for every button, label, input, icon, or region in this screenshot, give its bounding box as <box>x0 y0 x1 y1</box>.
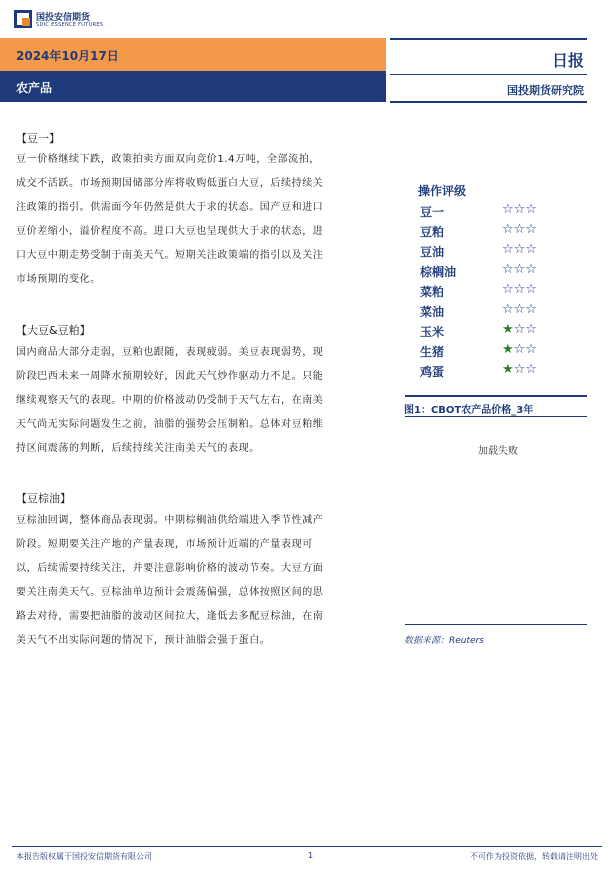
figure-load-failed-message: 加载失败 <box>478 446 518 457</box>
text-line: 豆价差缩小，溢价程度不高。进口大豆也呈现供大于求的状态，进 <box>16 226 324 237</box>
empty-star-icon: ☆☆☆ <box>502 302 537 317</box>
rating-row <box>420 323 550 343</box>
logo-name-cn: 国投安信期货 <box>36 13 91 23</box>
text-line: 天气尚无实际问题发生之前，油脂的强势会压制粕。总体对豆粕维 <box>16 419 324 430</box>
company-logo <box>14 10 104 32</box>
rating-name: 菜油 <box>420 305 445 319</box>
rating-stars <box>502 282 537 297</box>
empty-star-icon: ☆☆ <box>513 362 537 377</box>
rating-row <box>420 363 550 383</box>
text-line: 阶段。短期要关注产地的产量表现，市场预计近端的产量表现可 <box>16 539 313 550</box>
footer-disclaimer: 不可作为投资依据，转载请注明出处 <box>470 852 598 861</box>
empty-star-icon: ☆☆ <box>513 322 537 337</box>
ratings-title: 操作评级 <box>418 184 467 198</box>
text-line: 豆棕油回调，整体商品表现弱。中期棕榈油供给端进入季节性减产 <box>16 515 324 526</box>
figure-rule-mid <box>405 416 587 417</box>
figure-title: 图1：CBOT农产品价格_3年 <box>404 405 534 416</box>
report-date: 2024年10月17日 <box>16 49 119 63</box>
section-label: 农产品 <box>16 81 53 95</box>
text-line: 国内商品大部分走弱，豆粕也跟随，表现疲弱。美豆表现弱势，现 <box>16 347 324 358</box>
rating-name: 棕榈油 <box>420 265 457 279</box>
rating-stars <box>502 302 537 317</box>
logo-name-en: SDIC ESSENCE FUTURES <box>36 22 104 28</box>
figure-rule-bottom <box>405 624 587 625</box>
rating-row <box>420 263 550 283</box>
rating-row <box>420 303 550 323</box>
text-line: 市场预期的变化。 <box>16 274 101 285</box>
figure-source: 数据来源：Reuters <box>404 636 484 646</box>
rating-stars <box>502 342 537 357</box>
section-body-soymeal <box>16 341 368 461</box>
filled-star-icon: ★ <box>502 342 514 357</box>
footer-copyright: 本报告版权属于国投安信期货有限公司 <box>16 852 152 861</box>
text-line: 成交不活跃。市场预期国储部分库将收购低蛋白大豆，后续持续关 <box>16 178 324 189</box>
text-line: 阶段巴西未来一周降水预期较好，因此天气炒作驱动力不足。只能 <box>16 371 324 382</box>
report-type: 日报 <box>551 51 584 70</box>
rating-name: 豆粕 <box>420 225 445 239</box>
empty-star-icon: ☆☆☆ <box>502 282 537 297</box>
filled-star-icon: ★ <box>502 322 514 337</box>
rating-row <box>420 223 550 243</box>
page-number: 1 <box>308 851 314 860</box>
rating-stars <box>502 362 537 377</box>
header-rule-top <box>390 38 587 40</box>
rating-row <box>420 343 550 363</box>
empty-star-icon: ☆☆☆ <box>502 242 537 257</box>
empty-star-icon: ☆☆☆ <box>502 262 537 277</box>
rating-name: 玉米 <box>420 325 445 339</box>
rating-name: 生猪 <box>420 345 445 359</box>
empty-star-icon: ☆☆☆ <box>502 222 537 237</box>
rating-name: 菜粕 <box>420 285 445 299</box>
empty-star-icon: ☆☆ <box>513 342 537 357</box>
text-line: 持区间震荡的判断，后续持续关注南美天气的表现。 <box>16 443 260 454</box>
header-blue-bar <box>0 71 386 102</box>
empty-star-icon: ☆☆☆ <box>502 202 537 217</box>
logo-mark-icon <box>14 10 32 28</box>
text-line: 以，后续需要持续关注，并要注意影响价格的波动节奏。大豆方面 <box>16 563 324 574</box>
rating-row <box>420 283 550 303</box>
text-line: 豆一价格继续下跌，政策拍卖方面双向竞价1.4万吨，全部流拍， <box>16 154 320 165</box>
text-line: 要关注南美天气。豆棕油单边预计会震荡偏强，总体按照区间的思 <box>16 587 324 598</box>
text-line: 美天气不出实际问题的情况下，预计油脂会强于蛋白。 <box>16 635 271 646</box>
section-body-oils <box>16 509 368 653</box>
rating-stars <box>502 322 537 337</box>
header-rule-bottom <box>390 101 587 103</box>
rating-name: 鸡蛋 <box>420 365 445 379</box>
rating-row <box>420 243 550 263</box>
rating-stars <box>502 222 537 237</box>
rating-name: 豆一 <box>420 205 445 219</box>
section-heading-oils: 【豆棕油】 <box>16 492 71 505</box>
footer-rule <box>12 846 602 847</box>
filled-star-icon: ★ <box>502 362 514 377</box>
section-heading-soy1: 【豆一】 <box>16 132 60 145</box>
institute-name: 国投期货研究院 <box>507 84 584 97</box>
text-line: 口大豆中期走势受制于南美天气。短期关注政策端的指引以及关注 <box>16 250 324 261</box>
rating-stars <box>502 242 537 257</box>
rating-stars <box>502 202 537 217</box>
section-body-soy1 <box>16 148 368 292</box>
rating-name: 豆油 <box>420 245 445 259</box>
text-line: 继续观察天气的表现。中期的价格波动仍受制于天气左右，在南美 <box>16 395 324 406</box>
rating-stars <box>502 262 537 277</box>
figure-rule-top <box>405 395 587 397</box>
text-line: 注政策的指引。供需面今年仍然是供大于求的状态。国产豆和进口 <box>16 202 324 213</box>
rating-row <box>420 203 550 223</box>
text-line: 路去对待，需要把油脂的波动区间拉大，逢低去多配豆棕油，在南 <box>16 611 324 622</box>
header-rule-mid <box>390 74 587 75</box>
section-heading-soymeal: 【大豆&豆粕】 <box>16 324 91 337</box>
